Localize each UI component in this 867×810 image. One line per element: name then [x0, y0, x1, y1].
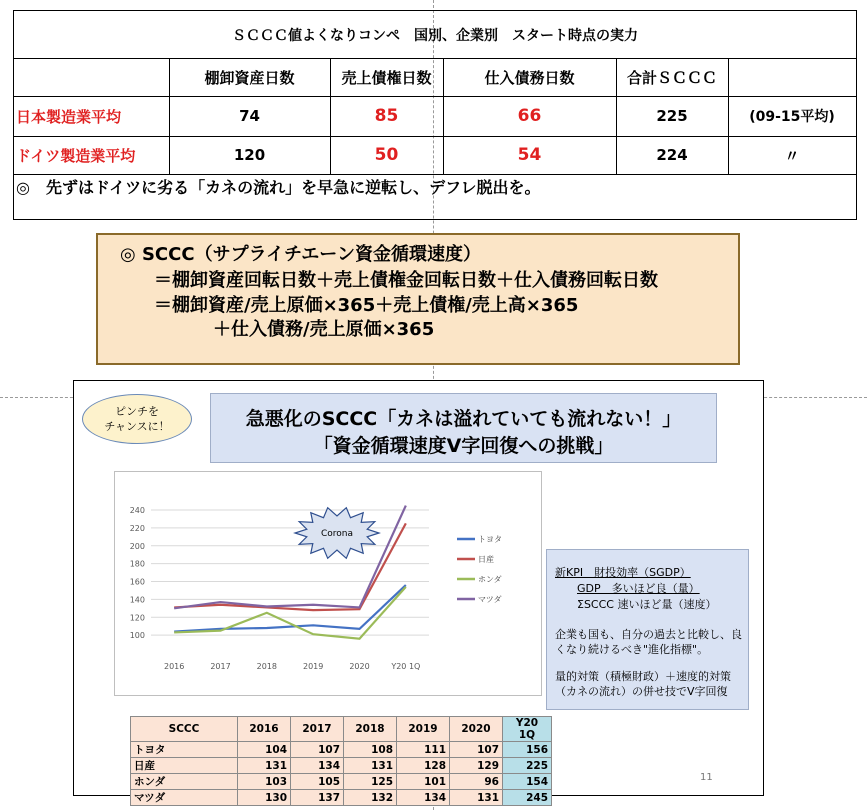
kpi-line-7: （カネの流れ）の併せ技でV字回復	[555, 685, 728, 698]
header-inventory-days: 棚卸資産日数	[204, 68, 295, 87]
slide-title-box	[210, 393, 717, 463]
table-header-cell: 2020	[450, 717, 503, 742]
table-cell: 154	[503, 774, 552, 790]
badge-line-1: ピンチを	[115, 405, 159, 418]
kpi-line-2: GDP 多いほど良（量）	[577, 582, 700, 595]
table-cell: 137	[291, 790, 344, 806]
table-header-cell: 2017	[291, 717, 344, 742]
table-header-row	[131, 717, 552, 742]
table-header-cell: 2018	[344, 717, 397, 742]
germany-total-value: 224	[656, 146, 688, 164]
table-cell: 131	[450, 790, 503, 806]
table-footer-note: ◎ 先ずはドイツに劣る「カネの流れ」を早急に逆転し、デフレ脱出を。	[16, 178, 541, 197]
table-cell: 128	[397, 758, 450, 774]
header-payable-days: 仕入債務日数	[484, 68, 575, 87]
sccc-formula-box	[96, 233, 740, 365]
table-cell: 132	[344, 790, 397, 806]
table-cell: 104	[238, 742, 291, 758]
sccc-data-table	[130, 716, 552, 806]
chart-svg	[115, 472, 541, 695]
formula-line-1: ◎ SCCC（サプライチエーン資金循環速度）	[120, 244, 481, 265]
table-cell: 225	[503, 758, 552, 774]
table-row	[131, 758, 552, 774]
japan-total-value: 225	[656, 107, 688, 125]
series-line-nissan	[174, 523, 406, 610]
table-row-label: 日産	[131, 758, 238, 774]
y-tick-label-240: 240	[129, 506, 145, 515]
table-cell: 134	[291, 758, 344, 774]
pinch-chance-badge	[82, 394, 192, 444]
formula-line-2: ＝棚卸資産回転日数＋売上債権金回転日数＋仕入債務回転日数	[154, 270, 658, 291]
table-cell: 105	[291, 774, 344, 790]
kpi-line-3: ΣSCCC 速いほど量（速度）	[577, 598, 717, 611]
row-label-germany: ドイツ製造業平均	[16, 146, 136, 165]
series-line-honda	[174, 587, 406, 639]
table-cell: 107	[291, 742, 344, 758]
row-label-japan: 日本製造業平均	[16, 107, 122, 126]
table-cell: 111	[397, 742, 450, 758]
japan-note: (09-15平均)	[749, 109, 835, 125]
table-cell: 156	[503, 742, 552, 758]
kpi-line-6: 量的対策（積極財政）＋速度的対策	[555, 670, 731, 683]
table-header-cell: Y20 1Q	[503, 717, 552, 742]
header-total-sccc: 合計ＳＣＣＣ	[626, 68, 717, 87]
table-cell: 130	[238, 790, 291, 806]
page-number: 11	[700, 772, 713, 783]
table-header-cell: 2016	[238, 717, 291, 742]
kpi-note-box	[546, 549, 749, 710]
table-cell: 107	[450, 742, 503, 758]
slide-panel	[73, 380, 764, 804]
japan-payable-value: 66	[517, 106, 542, 126]
y-tick-label-160: 160	[129, 577, 145, 587]
table-cell: 108	[344, 742, 397, 758]
japan-receivable-value: 85	[374, 106, 399, 126]
formula-line-4: ＋仕入債務/売上原価×365	[213, 319, 435, 340]
table-cell: 245	[503, 790, 552, 806]
table-cell: 129	[450, 758, 503, 774]
legend-label-honda: ホンダ	[478, 575, 502, 584]
table-cell: 101	[397, 774, 450, 790]
x-tick-label-2018: 2018	[256, 662, 278, 671]
germany-inventory-value: 120	[233, 146, 266, 164]
table-header-cell: 2019	[397, 717, 450, 742]
header-receivable-days: 売上債権日数	[341, 68, 432, 87]
y-tick-label-180: 180	[129, 559, 145, 569]
table-header-cell: SCCC	[131, 717, 238, 742]
table-cell: 96	[450, 774, 503, 790]
germany-receivable-value: 50	[374, 145, 399, 165]
kpi-line-1: 新KPI 財投効率（SGDP）	[555, 566, 691, 579]
x-tick-label-2016: 2016	[163, 662, 185, 671]
y-tick-label-100: 100	[129, 631, 145, 641]
y-tick-label-200: 200	[129, 541, 145, 551]
y-tick-label-140: 140	[129, 595, 145, 605]
slide-title-line-2: 「資金循環速度V字回復への挑戦」	[313, 435, 614, 457]
x-tick-label-2017: 2017	[210, 662, 231, 671]
kpi-line-5: くなり続けるべき"進化指標"。	[555, 643, 709, 656]
series-line-mazda	[174, 506, 406, 609]
legend-label-toyota: トヨタ	[478, 535, 502, 544]
corona-label: Corona	[320, 529, 354, 539]
table-cell: 125	[344, 774, 397, 790]
table-row-label: マツダ	[131, 790, 238, 806]
legend-label-nissan: 日産	[478, 555, 494, 564]
table-cell: 134	[397, 790, 450, 806]
formula-line-3: ＝棚卸資産/売上原価×365＋売上債権/売上高×365	[154, 295, 579, 316]
x-tick-label-Y20-1Q: Y20 1Q	[391, 662, 421, 671]
sccc-line-chart	[114, 471, 542, 696]
legend-label-mazda: マツダ	[478, 595, 502, 604]
x-tick-label-2020: 2020	[349, 662, 370, 671]
table-title: ＳＣＣＣ値よくなりコンペ 国別、企業別 スタート時点の実力	[232, 27, 638, 44]
table-row	[131, 742, 552, 758]
germany-note: 〃	[784, 146, 800, 165]
table-cell: 131	[238, 758, 291, 774]
comparison-table	[13, 10, 857, 220]
germany-payable-value: 54	[517, 145, 542, 165]
japan-inventory-value: 74	[239, 107, 260, 125]
slide-title-line-1: 急悪化のSCCC「カネは溢れていても流れない！」	[245, 408, 682, 430]
table-row-label: ホンダ	[131, 774, 238, 790]
table-row	[131, 774, 552, 790]
y-tick-label-120: 120	[129, 613, 145, 623]
table-row-label: トヨタ	[131, 742, 238, 758]
kpi-line-4: 企業も国も、自分の過去と比較し、良	[555, 628, 742, 641]
x-tick-label-2019: 2019	[302, 662, 324, 671]
y-tick-label-220: 220	[129, 523, 145, 533]
badge-line-2: チャンスに！	[104, 420, 170, 433]
table-cell: 131	[344, 758, 397, 774]
table-row	[131, 790, 552, 806]
table-cell: 103	[238, 774, 291, 790]
